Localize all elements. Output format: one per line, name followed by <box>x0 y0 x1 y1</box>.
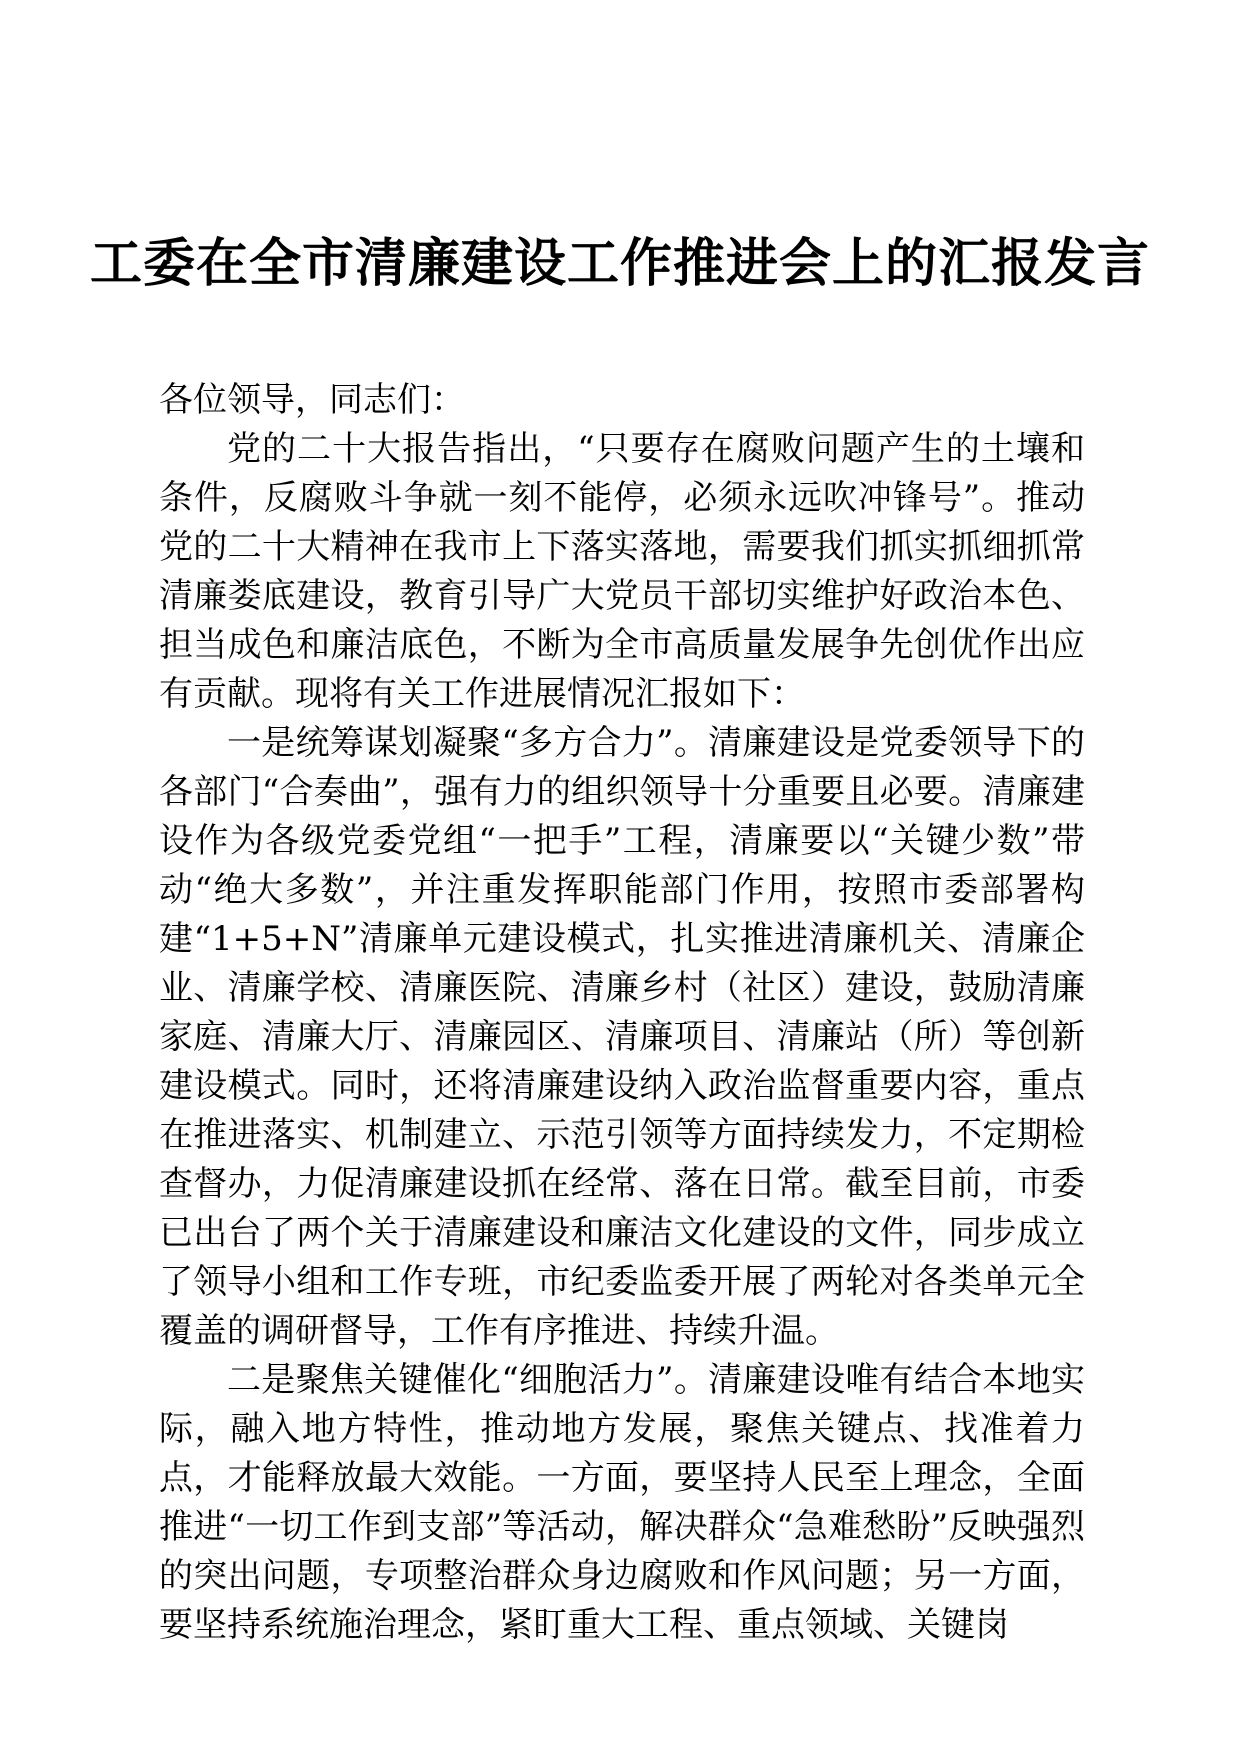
paragraph-intro: 党的二十大报告指出，“只要存在腐败问题产生的土壤和条件，反腐败斗争就一刻不能停，必须永远吹冲锋号”。推动党的二十大精神在我市上下落实落地，需要我们抓实抓细抓常清廉娄底建设，教育引导广大党员干部切实维护好政治本色、担当成色和廉洁底色，不断为全市高质量发展争先创优作出应有贡献。现将有关工作进展情况汇报如下： <box>159 429 1085 714</box>
document-title: 工委在全市清廉建设工作推进会上的汇报发言 <box>89 233 1150 294</box>
document-body <box>159 376 1085 1650</box>
salutation: 各位领导，同志们： <box>159 380 465 420</box>
paragraph-point-one: 一是统筹谋划凝聚“多方合力”。清廉建设是党委领导下的各部门“合奏曲”，强有力的组织领导十分重要且必要。清廉建设作为各级党委党组“一把手”工程，清廉要以“关键少数”带动“绝大多数”，并注重发挥职能部门作用，按照市委部署构建“1+5+N”清廉单元建设模式，扎实推进清廉机关、清廉企业、清廉学校、清廉医院、清廉乡村（社区）建设，鼓励清廉家庭、清廉大厅、清廉园区、清廉项目、清廉站（所）等创新建设模式。同时，还将清廉建设纳入政治监督重要内容，重点在推进落实、机制建立、示范引领等方面持续发力，不定期检查督办，力促清廉建设抓在经常、落在日常。截至目前，市委已出台了两个关于清廉建设和廉洁文化建设的文件，同步成立了领导小组和工作专班，市纪委监委开展了两轮对各类单元全覆盖的调研督导，工作有序推进、持续升温。 <box>159 723 1085 1351</box>
paragraph-point-two: 二是聚焦关键催化“细胞活力”。清廉建设唯有结合本地实际，融入地方特性，推动地方发展，聚焦关键点、找准着力点，才能释放最大效能。一方面，要坚持人民至上理念，全面推进“一切工作到支部”等活动，解决群众“急难愁盼”反映强烈的突出问题，专项整治群众身边腐败和作风问题；另一方面，要坚持系统施治理念，紧盯重大工程、重点领域、关键岗 <box>159 1360 1085 1645</box>
